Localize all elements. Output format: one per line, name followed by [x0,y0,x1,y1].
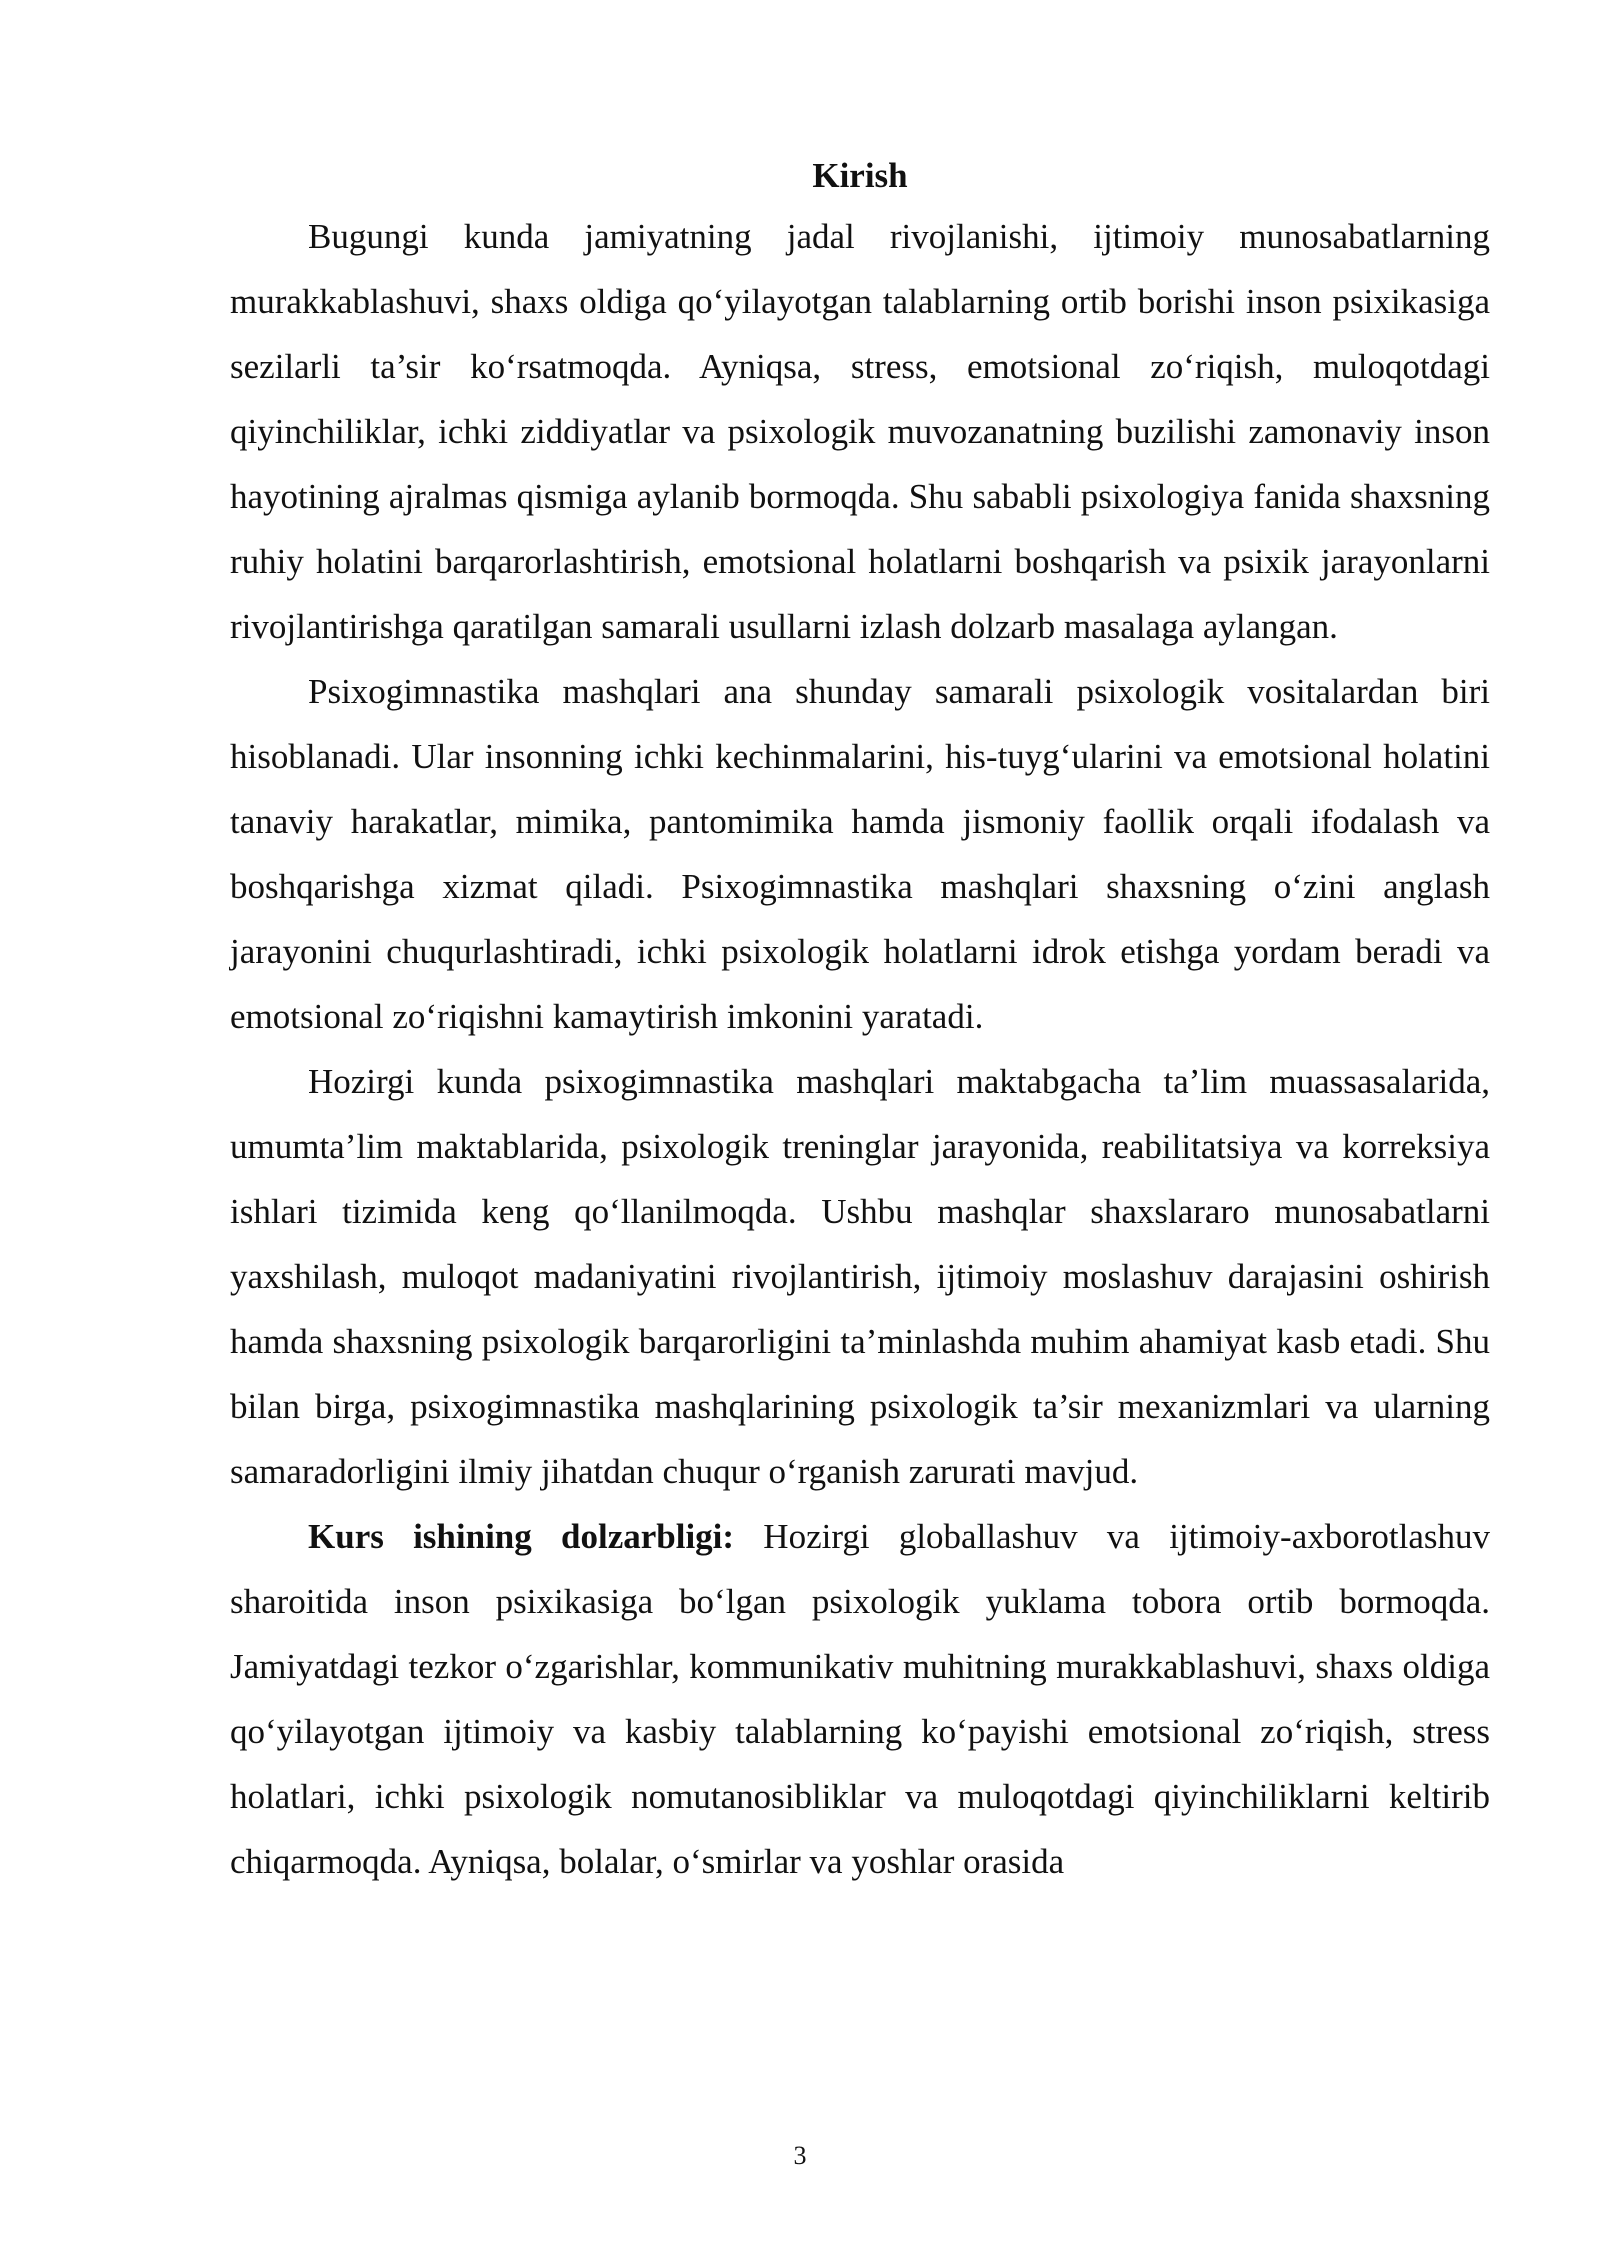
page-number: 3 [793,2141,807,2170]
paragraph-relevance [230,1504,1490,1894]
page-body [230,148,1490,1894]
paragraph-application: Hozirgi kunda psixogimnastika mashqlari maktabgacha ta’lim muassasalarida, umumta’lim maktablarida, psixologik treninglar jarayonida, reabilitatsiya va korreksiya ishlari tizimida keng qo‘llanilmoqda. Ushbu mashqlar shaxslararo munosabatlarni yaxshilash, muloqot madaniyatini rivojlantirish, ijtimoiy moslashuv darajasini oshirish hamda shaxsning psixologik barqarorligini ta’minlashda muhim ahamiyat kasb etadi. Shu bilan birga, psixogimnastika mashqlarining psixologik ta’sir mexanizmlari va ularning samaradorligini ilmiy jihatdan chuqur o‘rganish zarurati mavjud. [230,1062,1490,1491]
relevance-lead: Kurs ishining dolzarbligi: [308,1517,735,1556]
relevance-text: Hozirgi globallashuv va ijtimoiy-axborotlashuv sharoitida inson psixikasiga bo‘lgan psixologik yuklama tobora ortib bormoqda. Jamiyatdagi tezkor o‘zgarishlar, kommunikativ muhitning murakkablashuvi, shaxs oldiga qo‘yilayotgan ijtimoiy va kasbiy talablarning ko‘payishi emotsional zo‘riqish, stress holatlari, ichki psixologik nomutanosibliklar va muloqotdagi qiyinchiliklarni keltirib chiqarmoqda. Ayniqsa, bolalar, o‘smirlar va yoshlar orasida [230,1517,1490,1881]
paragraph-psychogymnastics: Psixogimnastika mashqlari ana shunday samarali psixologik vositalardan biri hisoblanadi. Ular insonning ichki kechinmalarini, his-tuyg‘ularini va emotsional holatini tanaviy harakatlar, mimika, pantomimika hamda jismoniy faollik orqali ifodalash va boshqarishga xizmat qiladi. Psixogimnastika mashqlari shaxsning o‘zini anglash jarayonini chuqurlashtiradi, ichki psixologik holatlarni idrok etishga yordam beradi va emotsional zo‘riqishni kamaytirish imkonini yaratadi. [230,672,1490,1036]
paragraph-intro: Bugungi kunda jamiyatning jadal rivojlanishi, ijtimoiy munosabatlarning murakkablashuvi, shaxs oldiga qo‘yilayotgan talablarning ortib borishi inson psixikasiga sezilarli ta’sir ko‘rsatmoqda. Ayniqsa, stress, emotsional zo‘riqish, muloqotdagi qiyinchiliklar, ichki ziddiyatlar va psixologik muvozanatning buzilishi zamonaviy inson hayotining ajralmas qismiga aylanib bormoqda. Shu sababli psixologiya fanida shaxsning ruhiy holatini barqarorlashtirish, emotsional holatlarni boshqarish va psixik jarayonlarni rivojlantirishga qaratilgan samarali usullarni izlash dolzarb masalaga aylangan. [230,217,1490,646]
section-heading: Kirish [812,156,908,195]
